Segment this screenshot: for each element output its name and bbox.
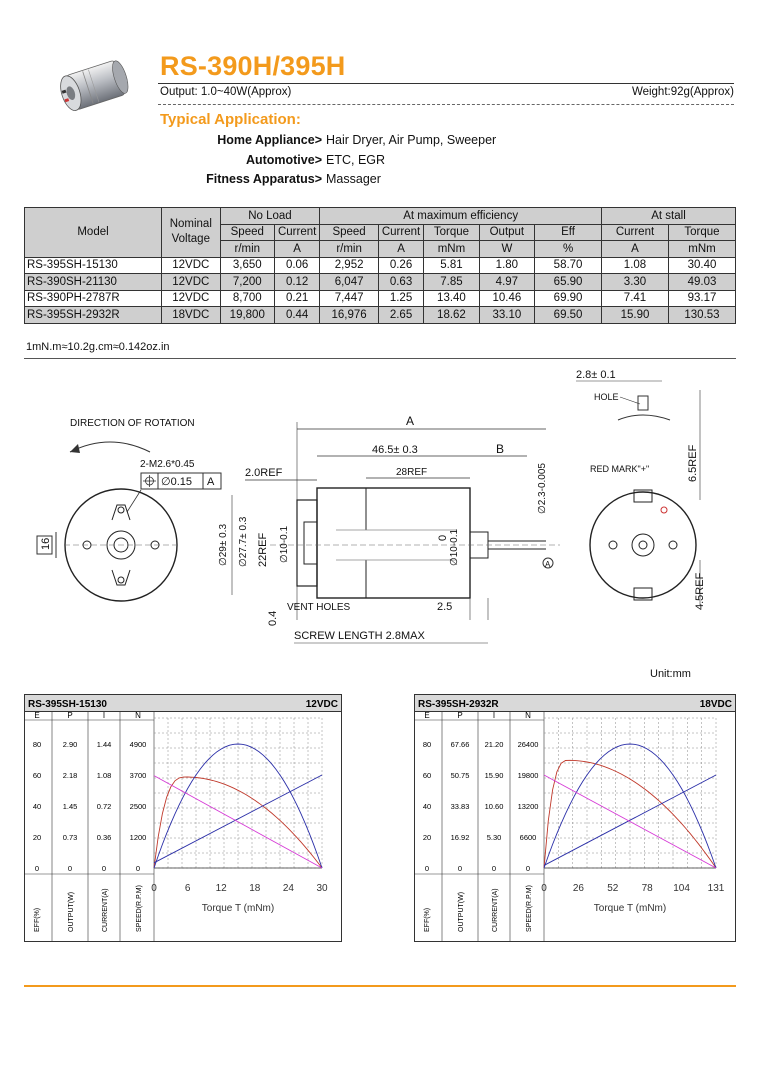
value-cell: 69.50 (535, 307, 602, 324)
application-label: Fitness Apparatus> (206, 172, 322, 186)
axis-title: OUTPUT(W) (68, 891, 75, 932)
unit-header: W (479, 241, 534, 258)
footer-rule (24, 985, 736, 987)
axis-value: 4900 (129, 740, 147, 749)
axis-title: OUTPUT(W) (458, 891, 465, 932)
value-cell: 0.26 (378, 257, 423, 274)
performance-chart-18v (414, 694, 736, 942)
column-header: N (525, 711, 531, 720)
value-cell: 0.12 (274, 274, 319, 291)
dimension-drawing (0, 360, 760, 670)
dim-45ref: 4.5REF (694, 572, 706, 610)
value-cell: 0.21 (274, 290, 319, 307)
header-at-stall: At stall (602, 208, 736, 225)
table-row (25, 274, 736, 291)
x-axis-label: Torque T (mNm) (593, 903, 667, 914)
red-mark (661, 507, 667, 513)
axis-value: 21.20 (484, 740, 504, 749)
dim-zero: 0 (437, 534, 449, 541)
x-tick-label: 52 (607, 883, 619, 894)
axis-value: 80 (32, 740, 42, 749)
sub-header: Speed (220, 224, 274, 241)
model-cell: RS-395SH-2932R (25, 307, 162, 324)
column-header: P (457, 711, 463, 720)
value-cell: 18VDC (162, 307, 221, 324)
value-cell: 7,447 (320, 290, 379, 307)
value-cell: 7,200 (220, 274, 274, 291)
x-tick-label: 131 (707, 883, 725, 894)
dim-2ref: 2.0REF (245, 467, 283, 479)
dim-16: 16 (40, 537, 52, 550)
x-axis-label: Torque T (mNm) (201, 903, 275, 914)
title-rule (158, 83, 734, 84)
dim-465: 46.5± 0.3 (372, 444, 418, 456)
value-cell: 30.40 (668, 257, 735, 274)
datum-label: A (207, 476, 215, 488)
chart-title: RS-395SH-15130 (28, 699, 107, 710)
red-mark-label: RED MARK"+" (590, 464, 650, 474)
unit-header: A (378, 241, 423, 258)
axis-value: 60 (422, 771, 432, 780)
unit-label: Unit:mm (650, 668, 691, 680)
dashed-rule (158, 104, 734, 105)
axis-value: 5.30 (486, 833, 502, 842)
axis-value: 1.08 (96, 771, 112, 780)
motor-photo (48, 52, 138, 122)
value-cell: 18.62 (424, 307, 479, 324)
axis-value: 20 (32, 833, 42, 842)
value-cell: 12VDC (162, 290, 221, 307)
axis-value: 0 (67, 864, 73, 873)
axis-value: 0 (135, 864, 141, 873)
hole-label: HOLE (594, 392, 619, 402)
dim-28ref: 28REF (396, 467, 428, 478)
dim-04: 0.4 (267, 610, 279, 626)
unit-header: r/min (220, 241, 274, 258)
axis-value: 80 (422, 740, 432, 749)
axis-value: 0.36 (96, 833, 112, 842)
value-cell: 16,976 (320, 307, 379, 324)
leader-line (127, 490, 141, 512)
chart-voltage: 12VDC (305, 699, 338, 710)
dim-shaft: ∅2.3-0.005 (537, 463, 548, 514)
vent-hole-r1 (609, 541, 617, 549)
value-cell: 1.80 (479, 257, 534, 274)
dim-25: 2.5 (437, 601, 453, 613)
axis-value: 10.60 (484, 802, 504, 811)
value-cell: 49.03 (668, 274, 735, 291)
unit-header: A (602, 241, 669, 258)
x-tick-label: 0 (541, 883, 547, 894)
x-tick-label: 12 (215, 883, 227, 894)
axis-value: 67.66 (450, 740, 470, 749)
model-cell: RS-390SH-21130 (25, 274, 162, 291)
axis-value: 0 (34, 864, 40, 873)
chart-title: RS-395SH-2932R (418, 699, 499, 710)
dim-10: ∅10-0.1 (279, 525, 290, 563)
hole-leader (620, 397, 640, 404)
table-row (25, 290, 736, 307)
sub-header: Eff (535, 224, 602, 241)
value-cell: 4.97 (479, 274, 534, 291)
x-tick-label: 30 (316, 883, 328, 894)
dim-29: ∅29± 0.3 (218, 523, 229, 566)
motor-body (317, 488, 470, 598)
value-cell: 12VDC (162, 257, 221, 274)
axis-value: 19800 (517, 771, 539, 780)
axis-title: EFF(%) (424, 907, 431, 932)
output-spec: Output: 1.0~40W(Approx) (160, 86, 292, 98)
x-tick-label: 104 (673, 883, 690, 894)
value-cell: 19,800 (220, 307, 274, 324)
header-max-efficiency: At maximum efficiency (320, 208, 602, 225)
axis-value: 60 (32, 771, 42, 780)
axis-value: 0.72 (96, 802, 112, 811)
axis-value: 3700 (129, 771, 147, 780)
value-cell: 1.08 (602, 257, 669, 274)
screw-length-label: SCREW LENGTH 2.8MAX (294, 630, 425, 642)
table-row (25, 257, 736, 274)
axis-value: 20 (422, 833, 432, 842)
value-cell: 13.40 (424, 290, 479, 307)
header-no-load: No Load (220, 208, 320, 225)
sub-header: Output (479, 224, 534, 241)
axis-title: SPEED(R.P.M) (526, 885, 533, 932)
value-cell: 2,952 (320, 257, 379, 274)
screw-hole-top (118, 507, 124, 513)
axis-title: CURRENT(A) (102, 888, 109, 932)
value-cell: 2.65 (378, 307, 423, 324)
axis-value: 2500 (129, 802, 147, 811)
dim-277: ∅27.7± 0.3 (238, 516, 249, 567)
unit-header: % (535, 241, 602, 258)
axis-value: 16.92 (450, 833, 470, 842)
unit-header: mNm (424, 241, 479, 258)
axis-value: 0 (101, 864, 107, 873)
typical-application-heading: Typical Application: (160, 111, 301, 128)
hole-arc (618, 415, 670, 420)
axis-value: 6600 (519, 833, 537, 842)
value-cell: 130.53 (668, 307, 735, 324)
axis-value: 33.83 (450, 802, 470, 811)
header-nominal-voltage: Nominal Voltage (162, 208, 221, 258)
value-cell: 7.41 (602, 290, 669, 307)
x-tick-label: 24 (282, 883, 294, 894)
sub-header: Current (274, 224, 319, 241)
value-cell: 0.06 (274, 257, 319, 274)
column-header: E (34, 711, 40, 720)
tolerance-value: ∅0.15 (161, 476, 192, 488)
axis-value: 15.90 (484, 771, 504, 780)
rear-boss (632, 534, 654, 556)
application-value: ETC, EGR (326, 153, 386, 167)
value-cell: 0.44 (274, 307, 319, 324)
axis-value: 2.90 (62, 740, 78, 749)
value-cell: 3,650 (220, 257, 274, 274)
value-cell: 7.85 (424, 274, 479, 291)
application-label: Automotive> (245, 153, 322, 167)
sub-header: Current (602, 224, 669, 241)
model-cell: RS-395SH-15130 (25, 257, 162, 274)
axis-value: 1.45 (62, 802, 78, 811)
value-cell: 8,700 (220, 290, 274, 307)
value-cell: 69.90 (535, 290, 602, 307)
axis-value: 13200 (517, 802, 539, 811)
axis-value: 0 (525, 864, 531, 873)
end-cap (297, 500, 317, 586)
rear-bushing (304, 522, 317, 564)
application-label: Home Appliance> (217, 133, 322, 147)
column-header: P (67, 711, 73, 720)
column-header: E (424, 711, 430, 720)
axis-value: 2.18 (62, 771, 78, 780)
unit-conversion: 1mN.m≈10.2g.cm≈0.142oz.in (26, 341, 170, 353)
dim-10b: ∅10-0.1 (449, 528, 460, 566)
x-tick-label: 0 (151, 883, 157, 894)
axis-title: CURRENT(A) (492, 888, 499, 932)
dim-22ref: 22REF (257, 532, 269, 567)
dim-A: A (406, 414, 415, 428)
rotation-label: DIRECTION OF ROTATION (70, 418, 195, 429)
x-tick-label: 78 (641, 883, 653, 894)
unit-header: mNm (668, 241, 735, 258)
sub-header: Current (378, 224, 423, 241)
column-header: I (102, 711, 106, 720)
value-cell: 3.30 (602, 274, 669, 291)
rotation-arrowhead (70, 444, 80, 453)
value-cell: 58.70 (535, 257, 602, 274)
vent-hole-r2 (669, 541, 677, 549)
datum-A: A (545, 560, 551, 569)
page-title: RS-390H/395H (160, 51, 346, 81)
axis-value: 0.73 (62, 833, 78, 842)
x-tick-label: 6 (184, 883, 191, 894)
value-cell: 65.90 (535, 274, 602, 291)
table-row (25, 307, 736, 324)
sub-header: Torque (424, 224, 479, 241)
dim-28: 2.8± 0.1 (576, 369, 616, 381)
axis-value: 1.44 (96, 740, 112, 749)
value-cell: 93.17 (668, 290, 735, 307)
performance-chart-12v (24, 694, 342, 942)
value-cell: 10.46 (479, 290, 534, 307)
section-rule (24, 358, 736, 359)
weight-spec: Weight:92g(Approx) (631, 86, 734, 98)
rotation-arrow (70, 442, 150, 452)
vent-holes-label: VENT HOLES (287, 602, 351, 613)
header-model: Model (25, 208, 162, 258)
rear-shaft (639, 541, 647, 549)
axis-title: SPEED(R.P.M) (136, 885, 143, 932)
dim-65ref: 6.5REF (687, 444, 699, 482)
axis-value: 50.75 (450, 771, 470, 780)
value-cell: 12VDC (162, 274, 221, 291)
axis-value: 1200 (129, 833, 147, 842)
sub-header: Torque (668, 224, 735, 241)
end-view-right (590, 492, 696, 598)
chart-voltage: 18VDC (699, 699, 732, 710)
value-cell: 15.90 (602, 307, 669, 324)
application-value: Massager (326, 172, 381, 186)
unit-header: r/min (320, 241, 379, 258)
axis-title: EFF(%) (34, 907, 41, 932)
axis-value: 26400 (517, 740, 539, 749)
x-tick-label: 26 (572, 883, 584, 894)
axis-value: 0 (424, 864, 430, 873)
spec-body (25, 257, 736, 323)
model-cell: RS-390PH-2787R (25, 290, 162, 307)
axis-value: 40 (422, 802, 432, 811)
unit-header: A (274, 241, 319, 258)
value-cell: 0.63 (378, 274, 423, 291)
column-header: N (135, 711, 141, 720)
axis-value: 0 (457, 864, 463, 873)
axis-value: 0 (491, 864, 497, 873)
application-value: Hair Dryer, Air Pump, Sweeper (326, 133, 497, 147)
hole-tab (638, 396, 648, 410)
x-tick-label: 18 (249, 883, 261, 894)
value-cell: 1.25 (378, 290, 423, 307)
spec-table (24, 207, 736, 324)
value-cell: 33.10 (479, 307, 534, 324)
screw-hole-bottom (118, 577, 124, 583)
column-header: I (492, 711, 496, 720)
position-tolerance-frame (141, 473, 221, 489)
screw-hole-label: 2-M2.6*0.45 (140, 459, 195, 470)
sub-header: Speed (320, 224, 379, 241)
axis-value: 40 (32, 802, 42, 811)
dim-B: B (496, 442, 505, 456)
value-cell: 5.81 (424, 257, 479, 274)
value-cell: 6,047 (320, 274, 379, 291)
